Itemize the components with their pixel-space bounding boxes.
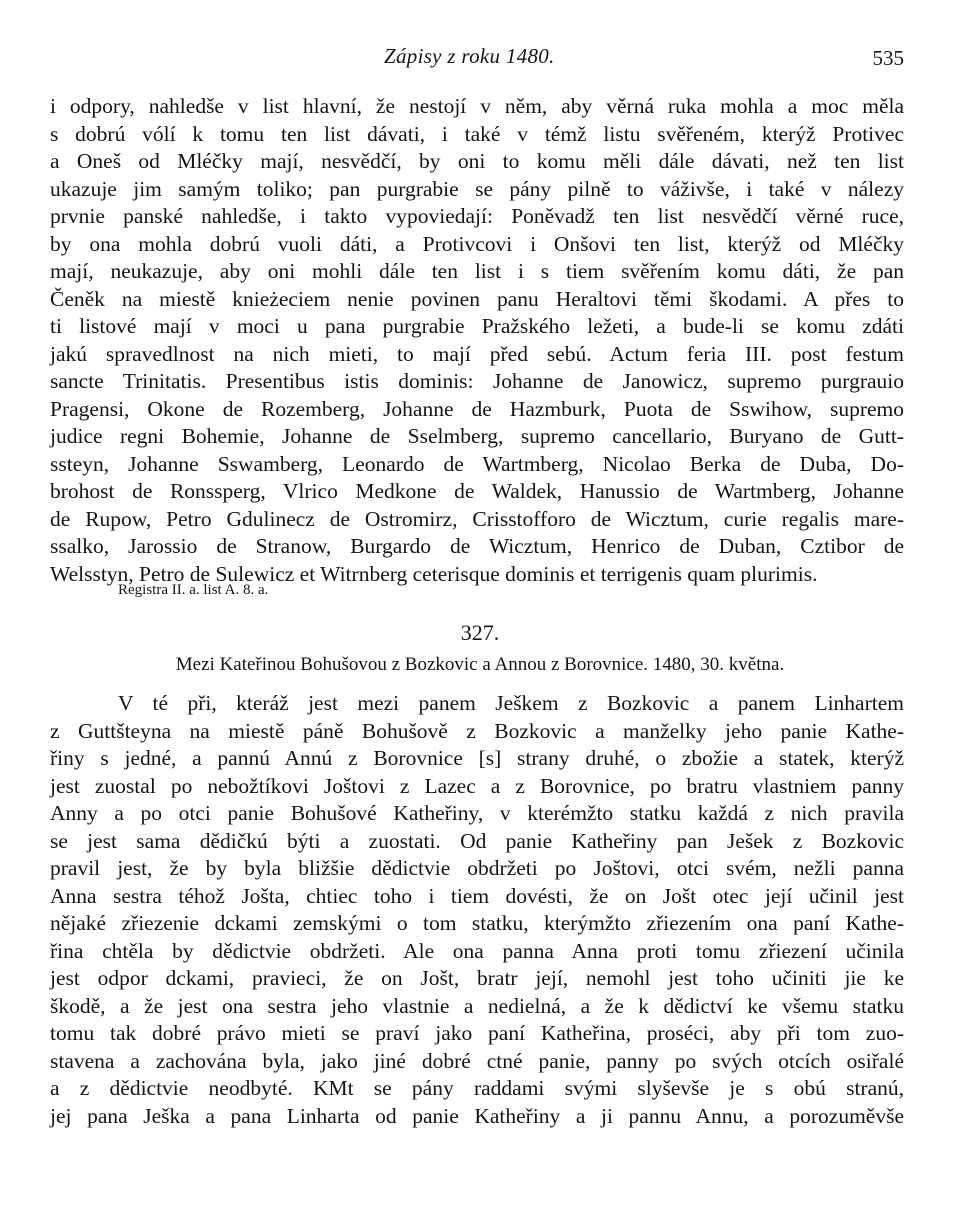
text-line: řina chtěla by dědictvie obdržeti. Ale ona panna Anna proti tomu zřiezení učinila	[50, 939, 904, 963]
text-line: ti listové mají v moci u pana purgrabie Pražského ležeti, a bude-li se komu zdáti	[50, 314, 904, 338]
text-line: jest zuostal po nebožtíkovi Joštovi z Lazec a z Borovnice, po bratru vlastniem panny	[50, 774, 904, 798]
text-line: ssteyn, Johanne Sswamberg, Leonardo de Wartmberg, Nicolao Berka de Duba, Do-	[50, 452, 904, 476]
text-line: a Oneš od Mléčky mají, nesvědčí, by oni to komu měli dále dávati, než ten list	[50, 149, 904, 173]
text-line: škodě, a že jest ona sestra jeho vlastnie a nedielná, a že k dědictví ke všemu statku	[50, 994, 904, 1018]
text-line: by ona mohla dobrú vuoli dáti, a Protivcovi i Onšovi ten list, kterýž od Mléčky	[50, 232, 904, 256]
text-line: a z dědictvie neodbyté. KMt se pány raddami svými slyševše je s obú stranú,	[50, 1076, 904, 1100]
text-line: jej pana Ješka a pana Linharta od panie Katheřiny a ji pannu Annu, a porozuměvše	[50, 1104, 904, 1128]
text-line: Anna sestra téhož Jošta, chtiec toho i tiem dovésti, že on Jošt otec její učinil jest	[50, 884, 904, 908]
text-line: prvnie panské nahledše, i takto vypoviedají: Poněvadž ten list nesvědčí věrné ruce,	[50, 204, 904, 228]
text-line: řiny s jedné, a pannú Annú z Borovnice [s] strany druhé, o zbožie a statek, kterýž	[50, 746, 904, 770]
text-line: judice regni Bohemie, Johanne de Sselmberg, supremo cancellario, Buryano de Gutt-	[50, 424, 904, 448]
text-line: de Rupow, Petro Gdulinecz de Ostromirz, Crisstofforo de Wicztum, curie regalis mare-	[50, 507, 904, 531]
text-line: jest odpor dckami, pravieci, že on Jošt, bratr její, nemohl jest toho učiniti jie ke	[50, 966, 904, 990]
text-line: nějaké zřiezenie dckami zemskými o tom statku, kterýmžto zřiezením ona paní Kathe-	[50, 911, 904, 935]
registry-note: Registra II. a. list A. 8. a.	[118, 582, 269, 598]
text-line: V té při, kteráž jest mezi panem Ješkem z Bozkovic a panem Linhartem	[118, 691, 904, 715]
text-line: Čeněk na miestě knieżeciem nenie povinen panu Heraltovi těmi škodami. A přes to	[50, 287, 904, 311]
text-line: mají, neukazuje, aby oni mohli dále ten list i s tiem svěřením komu dáti, že pan	[50, 259, 904, 283]
text-line: Pragensi, Okone de Rozemberg, Johanne de Hazmburk, Puota de Sswihow, supremo	[50, 397, 904, 421]
document-number: 327.	[460, 620, 500, 645]
text-line: ukazuje jim samým toliko; pan purgrabie se pány pilně to váživše, i také v nálezy	[50, 177, 904, 201]
text-line: z Guttšteyna na miestě páně Bohušově z Bozkovic a manželky jeho panie Kathe-	[50, 719, 904, 743]
text-line: Anny a po otci panie Bohušové Katheřiny, v kterémžto statku každá z nich pravila	[50, 801, 904, 825]
text-line: jakú spravedlnost na nich mieti, to mají před sebú. Actum feria III. post festum	[50, 342, 904, 366]
text-line: tomu tak dobré právo mieti se praví jako paní Katheřina, proséci, aby při tom zuo-	[50, 1021, 904, 1045]
text-line: pravil jest, že by byla bližšie dědictvie obdržeti po Joštovi, otci svém, nežli panna	[50, 856, 904, 880]
text-line: i odpory, nahledše v list hlavní, že nestojí v něm, aby věrná ruka mohla a moc měla	[50, 94, 904, 118]
text-line: Welsstyn, Petro de Sulewicz et Witrnberg ceterisque dominis et terrigenis quam plurimis.	[50, 562, 818, 586]
text-line: stavena a zachována byla, jako jiné dobré ctné panie, panny po svých otcích osiřalé	[50, 1049, 904, 1073]
text-line: se jest sama dědičkú býti a zuostati. Od panie Katheřiny pan Ješek z Bozkovic	[50, 829, 904, 853]
page-number: 535	[872, 46, 904, 70]
text-line: s dobrú vólí k tomu ten list dávati, i také v témž listu svěřeném, kterýž Protivec	[50, 122, 904, 146]
running-title: Zápisy z roku 1480.	[384, 44, 555, 68]
text-line: ssalko, Jarossio de Stranow, Burgardo de Wicztum, Henrico de Duban, Cztibor de	[50, 534, 904, 558]
text-line: sancte Trinitatis. Presentibus istis dominis: Johanne de Janowicz, supremo purgrauio	[50, 369, 904, 393]
document-heading: Mezi Kateřinou Bohušovou z Bozkovic a Annou z Borovnice. 1480, 30. května.	[175, 654, 785, 675]
text-line: brohost de Ronssperg, Vlrico Medkone de Waldek, Hanussio de Wartmberg, Johanne	[50, 479, 904, 503]
